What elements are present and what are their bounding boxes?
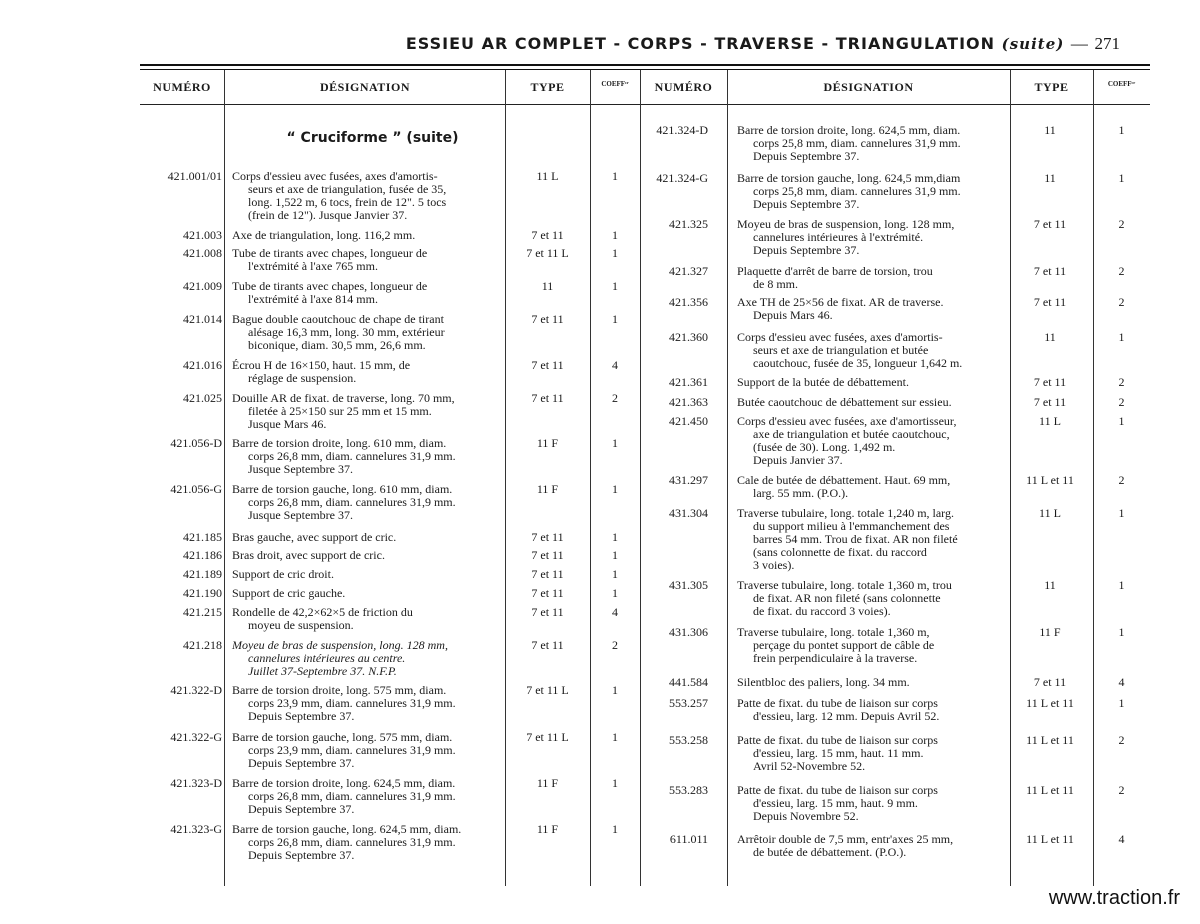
- part-number: 421.324-D: [656, 123, 708, 137]
- part-designation: [737, 331, 1005, 370]
- part-number: 421.360: [669, 330, 708, 344]
- designation-line: frein perpendiculaire à la traverse.: [753, 651, 918, 665]
- designation-line: Silentbloc des paliers, long. 34 mm.: [737, 675, 910, 689]
- designation-line: Patte de fixat. du tube de liaison sur corps: [737, 783, 938, 797]
- part-designation: [737, 626, 1005, 665]
- designation-line: Barre de torsion gauche, long. 624,5 mm, diam.: [232, 822, 462, 836]
- part-type: 7 et 11: [1033, 264, 1067, 278]
- part-designation: [232, 392, 498, 431]
- part-coefficient: 2: [1118, 473, 1125, 487]
- designation-line: Bras gauche, avec support de cric.: [232, 530, 397, 544]
- part-number: 421.185: [183, 530, 222, 544]
- designation-line: du support milieu à l'emmanchement des: [753, 519, 950, 533]
- part-type: 11 L et 11: [1026, 733, 1074, 747]
- part-type: 7 et 11: [1033, 375, 1067, 389]
- designation-line: (fusée de 30). Long. 1,492 m.: [753, 440, 896, 454]
- designation-line: de fixat. AR non fileté (sans colonnette: [753, 591, 941, 605]
- designation-line: corps 26,8 mm, diam. cannelures 31,9 mm.: [248, 495, 456, 509]
- part-type: 7 et 11 L: [526, 730, 569, 744]
- designation-line: cannelures intérieures à l'extrémité.: [753, 230, 924, 244]
- part-coefficient: 1: [612, 683, 618, 697]
- part-number: 421.016: [183, 358, 222, 372]
- part-coefficient: 1: [612, 730, 618, 744]
- designation-line: de fixat. du raccord 3 voies).: [753, 604, 891, 618]
- part-coefficient: 4: [1118, 832, 1125, 846]
- part-number: 421.056-D: [170, 436, 222, 450]
- part-designation: [737, 474, 1005, 500]
- designation-line: filetée à 25×150 sur 25 mm et 15 mm.: [248, 404, 432, 418]
- designation-line: Rondelle de 42,2×62×5 de friction du: [232, 605, 413, 619]
- part-number: 553.257: [669, 696, 708, 710]
- part-type: 11: [1044, 171, 1056, 185]
- designation-line: seurs et axe de triangulation et butée: [753, 343, 929, 357]
- part-type: 7 et 11: [531, 228, 564, 242]
- column-divider: [505, 70, 506, 886]
- part-number: 441.584: [669, 675, 708, 689]
- part-coefficient: 2: [1118, 395, 1125, 409]
- designation-line: Support de cric droit.: [232, 567, 334, 581]
- designation-line: Depuis Septembre 37.: [248, 709, 355, 723]
- designation-line: Barre de torsion droite, long. 575 mm, diam.: [232, 683, 447, 697]
- part-type: 7 et 11: [531, 530, 564, 544]
- designation-line: Depuis Septembre 37.: [248, 802, 355, 816]
- part-number: 421.325: [669, 217, 708, 231]
- designation-line: Depuis Septembre 37.: [753, 149, 860, 163]
- column-divider: [590, 70, 591, 886]
- designation-line: caoutchouc, fusée de 35, longueur 1,642 m.: [753, 356, 963, 370]
- part-designation: [737, 697, 1005, 723]
- part-coefficient: 1: [612, 776, 618, 790]
- part-number: 421.327: [669, 264, 708, 278]
- part-type: 7 et 11: [531, 548, 564, 562]
- designation-line: corps 25,8 mm, diam. cannelures 31,9 mm.: [753, 184, 961, 198]
- part-designation: [737, 396, 1005, 409]
- part-coefficient: 4: [612, 605, 618, 619]
- part-type: 7 et 11: [1033, 217, 1067, 231]
- part-coefficient: 1: [612, 586, 618, 600]
- designation-line: Patte de fixat. du tube de liaison sur corps: [737, 733, 938, 747]
- part-coefficient: 1: [1118, 171, 1125, 185]
- part-type: 7 et 11: [1033, 675, 1067, 689]
- designation-line: corps 23,9 mm, diam. cannelures 31,9 mm.: [248, 743, 456, 757]
- part-type: 11: [1044, 578, 1056, 592]
- designation-line: Bague double caoutchouc de chape de tirant: [232, 312, 444, 326]
- part-coefficient: 2: [612, 638, 618, 652]
- part-number: 421.322-G: [170, 730, 222, 744]
- designation-line: l'extrémité à l'axe 814 mm.: [248, 292, 378, 306]
- part-number: 553.258: [669, 733, 708, 747]
- part-type: 11 F: [1039, 625, 1061, 639]
- part-designation: [232, 568, 498, 581]
- designation-line: Butée caoutchouc de débattement sur essieu.: [737, 395, 952, 409]
- part-coefficient: 2: [1118, 217, 1125, 231]
- designation-line: Corps d'essieu avec fusées, axes d'amortis-: [737, 330, 943, 344]
- designation-line: Support de la butée de débattement.: [737, 375, 909, 389]
- column-header-rule: [140, 104, 1150, 105]
- part-coefficient: 1: [1118, 578, 1125, 592]
- part-designation: [737, 172, 1005, 211]
- part-type: 7 et 11: [531, 605, 564, 619]
- part-type: 7 et 11: [531, 638, 564, 652]
- designation-line: Douille AR de fixat. de traverse, long. 70 mm,: [232, 391, 455, 405]
- part-coefficient: 1: [612, 228, 618, 242]
- designation-line: Barre de torsion gauche, long. 610 mm, diam.: [232, 482, 453, 496]
- designation-line: Avril 52-Novembre 52.: [753, 759, 866, 773]
- designation-line: de butée de débattement. (P.O.).: [753, 845, 907, 859]
- designation-line: (sans colonnette de fixat. du raccord: [753, 545, 927, 559]
- part-number: 421.356: [669, 295, 708, 309]
- designation-line: Barre de torsion droite, long. 624,5 mm, diam.: [737, 123, 961, 137]
- part-designation: [737, 124, 1005, 163]
- part-coefficient: 1: [612, 436, 618, 450]
- part-designation: [232, 639, 498, 678]
- part-type: 7 et 11: [531, 391, 564, 405]
- part-number: 553.283: [669, 783, 708, 797]
- part-number: 421.323-D: [170, 776, 222, 790]
- section-title: “ Cruciforme ” (suite): [286, 130, 459, 146]
- designation-line: corps 25,8 mm, diam. cannelures 31,9 mm.: [753, 136, 961, 150]
- designation-line: d'essieu, larg. 15 mm, haut. 9 mm.: [753, 796, 918, 810]
- part-number: 421.324-G: [656, 171, 708, 185]
- part-coefficient: 1: [1118, 330, 1125, 344]
- part-type: 7 et 11 L: [526, 683, 569, 697]
- part-type: 11 F: [536, 482, 559, 496]
- part-type: 11: [1044, 330, 1056, 344]
- designation-line: Traverse tubulaire, long. totale 1,360 m,: [737, 625, 930, 639]
- part-coefficient: 1: [612, 169, 618, 183]
- designation-line: Traverse tubulaire, long. totale 1,240 m, larg.: [737, 506, 954, 520]
- designation-line: Tube de tirants avec chapes, longueur de: [232, 246, 428, 260]
- designation-line: Corps d'essieu avec fusées, axe d'amortisseur,: [737, 414, 957, 428]
- part-coefficient: 1: [612, 279, 618, 293]
- part-number: 421.361: [669, 375, 708, 389]
- part-designation: [232, 777, 498, 816]
- part-designation: [737, 784, 1005, 823]
- part-number: 421.014: [183, 312, 222, 326]
- part-coefficient: 1: [1118, 625, 1125, 639]
- designation-line: Axe de triangulation, long. 116,2 mm.: [232, 228, 416, 242]
- designation-line: corps 26,8 mm, diam. cannelures 31,9 mm.: [248, 449, 456, 463]
- designation-line: Barre de torsion droite, long. 610 mm, diam.: [232, 436, 447, 450]
- part-coefficient: 1: [612, 822, 618, 836]
- part-designation: [232, 229, 498, 242]
- part-type: 11 L: [1039, 506, 1061, 520]
- designation-line: long. 1,522 m, 6 tocs, frein de 12". 5 tocs: [248, 195, 447, 209]
- designation-line: Depuis Septembre 37.: [248, 848, 355, 862]
- designation-line: Corps d'essieu avec fusées, axes d'amortis-: [232, 169, 438, 183]
- part-designation: [232, 247, 498, 273]
- part-number: 421.001/01: [167, 169, 222, 183]
- part-type: 11 L: [1039, 414, 1061, 428]
- part-type: 7 et 11: [531, 567, 564, 581]
- column-header-numero: NUMÉRO: [654, 80, 713, 94]
- part-designation: [737, 507, 1005, 572]
- designation-line: Support de cric gauche.: [232, 586, 346, 600]
- part-coefficient: 1: [612, 530, 618, 544]
- part-designation: [737, 376, 1005, 389]
- designation-line: Juillet 37-Septembre 37. N.F.P.: [248, 664, 397, 678]
- part-designation: [232, 587, 498, 600]
- part-type: 11: [541, 279, 554, 293]
- part-type: 11 L et 11: [1026, 696, 1074, 710]
- part-coefficient: 1: [612, 548, 618, 562]
- part-designation: [232, 170, 498, 222]
- designation-line: Plaquette d'arrêt de barre de torsion, trou: [737, 264, 933, 278]
- part-coefficient: 2: [1118, 783, 1125, 797]
- part-number: 421.218: [183, 638, 222, 652]
- column-divider: [224, 70, 225, 886]
- part-number: 421.186: [183, 548, 222, 562]
- part-coefficient: 2: [1118, 295, 1125, 309]
- part-type: 11 F: [536, 776, 559, 790]
- page-title-dash: —: [1070, 34, 1088, 53]
- designation-line: Tube de tirants avec chapes, longueur de: [232, 279, 428, 293]
- designation-line: Depuis Novembre 52.: [753, 809, 859, 823]
- part-designation: [737, 218, 1005, 257]
- part-number: 421.025: [183, 391, 222, 405]
- part-designation: [737, 734, 1005, 773]
- part-number: 421.363: [669, 395, 708, 409]
- designation-line: perçage du pontet support de câble de: [753, 638, 935, 652]
- part-coefficient: 1: [1118, 506, 1125, 520]
- column-divider: [727, 70, 728, 886]
- part-coefficient: 1: [612, 312, 618, 326]
- designation-line: Barre de torsion gauche, long. 624,5 mm,diam: [737, 171, 961, 185]
- column-header-coeff: COEFFᶜʳ: [1107, 80, 1136, 88]
- part-designation: [737, 833, 1005, 859]
- designation-line: Cale de butée de débattement. Haut. 69 mm,: [737, 473, 951, 487]
- part-designation: [737, 676, 1005, 689]
- part-number: 421.323-G: [170, 822, 222, 836]
- part-number: 421.008: [183, 246, 222, 260]
- designation-line: Barre de torsion gauche, long. 575 mm, diam.: [232, 730, 453, 744]
- part-designation: [232, 731, 498, 770]
- designation-line: 3 voies).: [753, 558, 795, 572]
- designation-line: d'essieu, larg. 12 mm. Depuis Avril 52.: [753, 709, 940, 723]
- part-number: 431.297: [669, 473, 708, 487]
- part-type: 7 et 11: [531, 358, 564, 372]
- page-title-suite: (suite): [1001, 35, 1065, 53]
- part-type: 7 et 11: [531, 586, 564, 600]
- designation-line: axe de triangulation et butée caoutchouc,: [753, 427, 950, 441]
- column-header-type: TYPE: [1034, 80, 1069, 94]
- column-header-coeff: COEFFᶜʳ: [601, 80, 629, 88]
- part-coefficient: 1: [1118, 123, 1125, 137]
- designation-line: Depuis Septembre 37.: [753, 243, 860, 257]
- designation-line: corps 23,9 mm, diam. cannelures 31,9 mm.: [248, 696, 456, 710]
- designation-line: de 8 mm.: [753, 277, 798, 291]
- part-designation: [737, 296, 1005, 322]
- part-coefficient: 2: [1118, 264, 1125, 278]
- part-coefficient: 4: [1118, 675, 1125, 689]
- part-designation: [737, 265, 1005, 291]
- part-coefficient: 1: [1118, 414, 1125, 428]
- designation-line: corps 26,8 mm, diam. cannelures 31,9 mm.: [248, 835, 456, 849]
- designation-line: Traverse tubulaire, long. totale 1,360 m, trou: [737, 578, 952, 592]
- part-type: 11 F: [536, 822, 559, 836]
- designation-line: seurs et axe de triangulation, fusée de 35,: [248, 182, 447, 196]
- designation-line: Patte de fixat. du tube de liaison sur corps: [737, 696, 938, 710]
- part-number: 421.009: [183, 279, 222, 293]
- page-header: [406, 34, 1120, 54]
- part-designation: [737, 579, 1005, 618]
- designation-line: Moyeu de bras de suspension, long. 128 mm,: [232, 638, 448, 652]
- column-header-type: TYPE: [530, 80, 565, 94]
- part-designation: [232, 437, 498, 476]
- column-header-designation: DÉSIGNATION: [823, 80, 914, 94]
- designation-line: Barre de torsion droite, long. 624,5 mm, diam.: [232, 776, 456, 790]
- page-number: 271: [1094, 34, 1120, 53]
- designation-line: Depuis Mars 46.: [753, 308, 833, 322]
- part-type: 7 et 11: [531, 312, 564, 326]
- part-number: 431.304: [669, 506, 708, 520]
- designation-line: Jusque Septembre 37.: [248, 508, 353, 522]
- part-number: 611.011: [669, 832, 708, 846]
- column-header-designation: DÉSIGNATION: [320, 80, 410, 94]
- designation-line: réglage de suspension.: [248, 371, 357, 385]
- designation-line: corps 26,8 mm, diam. cannelures 31,9 mm.: [248, 789, 456, 803]
- part-number: 431.306: [669, 625, 708, 639]
- designation-line: Axe TH de 25×56 de fixat. AR de traverse.: [737, 295, 944, 309]
- part-number: 421.056-G: [170, 482, 222, 496]
- part-coefficient: 2: [1118, 733, 1125, 747]
- part-number: 421.450: [669, 414, 708, 428]
- part-designation: [232, 483, 498, 522]
- part-number: 421.215: [183, 605, 222, 619]
- designation-line: Arrêtoir double de 7,5 mm, entr'axes 25 mm,: [737, 832, 954, 846]
- designation-line: d'essieu, larg. 15 mm, haut. 11 mm.: [753, 746, 924, 760]
- header-rule: [140, 64, 1150, 66]
- designation-line: Écrou H de 16×150, haut. 15 mm, de: [232, 358, 411, 372]
- part-designation: [232, 280, 498, 306]
- part-number: 421.003: [183, 228, 222, 242]
- designation-line: Moyeu de bras de suspension, long. 128 mm,: [737, 217, 955, 231]
- part-designation: [232, 313, 498, 352]
- part-designation: [232, 684, 498, 723]
- part-type: 11 F: [536, 436, 559, 450]
- header-rule-thin: [140, 69, 1150, 70]
- designation-line: Bras droit, avec support de cric.: [232, 548, 385, 562]
- designation-line: l'extrémité à l'axe 765 mm.: [248, 259, 378, 273]
- designation-line: Jusque Mars 46.: [248, 417, 327, 431]
- designation-line: moyeu de suspension.: [248, 618, 354, 632]
- designation-line: Depuis Septembre 37.: [248, 756, 355, 770]
- part-type: 7 et 11 L: [526, 246, 569, 260]
- part-designation: [232, 531, 498, 544]
- part-coefficient: 4: [612, 358, 618, 372]
- part-type: 11 L: [536, 169, 559, 183]
- part-number: 421.322-D: [170, 683, 222, 697]
- page-title: ESSIEU AR COMPLET - CORPS - TRAVERSE - TRIANGULATION: [405, 34, 996, 53]
- part-type: 7 et 11: [1033, 295, 1067, 309]
- designation-line: Depuis Septembre 37.: [753, 197, 860, 211]
- part-coefficient: 1: [612, 567, 618, 581]
- designation-line: biconique, diam. 30,5 mm, 26,6 mm.: [248, 338, 426, 352]
- part-coefficient: 2: [1118, 375, 1125, 389]
- part-coefficient: 1: [612, 246, 618, 260]
- part-designation: [232, 823, 498, 862]
- part-number: 421.189: [183, 567, 222, 581]
- watermark: www.traction.fr: [1048, 887, 1180, 909]
- part-type: 7 et 11: [1033, 395, 1067, 409]
- part-number: 431.305: [669, 578, 708, 592]
- part-type: 11 L et 11: [1026, 832, 1074, 846]
- part-coefficient: 1: [612, 482, 618, 496]
- part-coefficient: 1: [1118, 696, 1125, 710]
- part-type: 11 L et 11: [1026, 783, 1074, 797]
- part-designation: [232, 359, 498, 385]
- part-number: 421.190: [183, 586, 222, 600]
- part-type: 11 L et 11: [1026, 473, 1074, 487]
- part-designation: [232, 606, 498, 632]
- designation-line: cannelures intérieures au centre.: [248, 651, 406, 665]
- designation-line: barres 54 mm. Trou de fixat. AR non fileté: [753, 532, 958, 546]
- part-designation: [737, 415, 1005, 467]
- designation-line: larg. 55 mm. (P.O.).: [753, 486, 849, 500]
- designation-line: Depuis Janvier 37.: [753, 453, 843, 467]
- designation-line: (frein de 12"). Jusque Janvier 37.: [248, 208, 408, 222]
- designation-line: Jusque Septembre 37.: [248, 462, 353, 476]
- designation-line: alésage 16,3 mm, long. 30 mm, extérieur: [248, 325, 445, 339]
- column-header-numero: NUMÉRO: [153, 80, 211, 94]
- part-type: 11: [1044, 123, 1056, 137]
- part-coefficient: 2: [612, 391, 618, 405]
- part-designation: [232, 549, 498, 562]
